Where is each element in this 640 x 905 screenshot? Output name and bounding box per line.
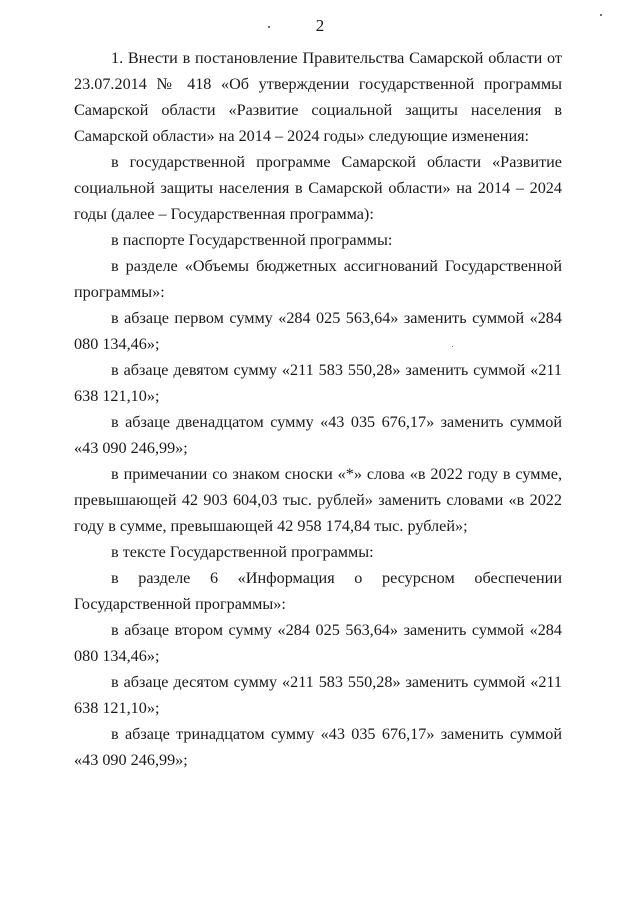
document-body bbox=[74, 45, 562, 773]
paragraph-footnote-note: в примечании со знаком сноски «*» слова «в 2022 году в сумме, превышающей 42 903 604,03 тыс. рублей» заменить словами «в 2022 году в сумме, превышающей 42 958 174,84 тыс. рублей»; bbox=[74, 465, 562, 535]
paragraph-second-clause: в абзаце втором сумму «284 025 563,64» заменить суммой «284 080 134,46»; bbox=[74, 621, 562, 665]
paragraph-first-clause: в абзаце первом сумму «284 025 563,64» заменить суммой «284 080 134,46»; bbox=[74, 309, 562, 353]
paragraph-budget-section: в разделе «Объемы бюджетных ассигнований Государственной программы»: bbox=[74, 257, 562, 301]
paragraph-amendment-intro: 1. Внести в постановление Правительства Самарской области от 23.07.2014 № 418 «Об утверждении государственной программы Самарской области «Развитие социальной защиты населения в Самарской области» на 2014 – 2024 годы» следующие изменения: bbox=[74, 49, 562, 145]
paragraph-twelfth-clause: в абзаце двенадцатом сумму «43 035 676,17» заменить суммой «43 090 246,99»; bbox=[74, 413, 562, 457]
paragraph-passport: в паспорте Государственной программы: bbox=[111, 231, 393, 249]
paragraph-thirteenth-clause: в абзаце тринадцатом сумму «43 035 676,17» заменить суммой «43 090 246,99»; bbox=[74, 725, 562, 769]
scan-speck bbox=[268, 26, 270, 28]
paragraph-tenth-clause: в абзаце десятом сумму «211 583 550,28» заменить суммой «211 638 121,10»; bbox=[74, 673, 562, 717]
paragraph-section-6: в разделе 6 «Информация о ресурсном обеспечении Государственной программы»: bbox=[74, 569, 562, 613]
paragraph-program-reference: в государственной программе Самарской области «Развитие социальной защиты населения в Самарской области» на 2014 – 2024 годы (далее – Государственная программа): bbox=[74, 153, 562, 223]
scan-speck bbox=[600, 14, 602, 16]
paragraph-ninth-clause: в абзаце девятом сумму «211 583 550,28» заменить суммой «211 638 121,10»; bbox=[74, 361, 562, 405]
page-number: 2 bbox=[315, 16, 325, 35]
paragraph-program-text: в тексте Государственной программы: bbox=[111, 543, 374, 561]
